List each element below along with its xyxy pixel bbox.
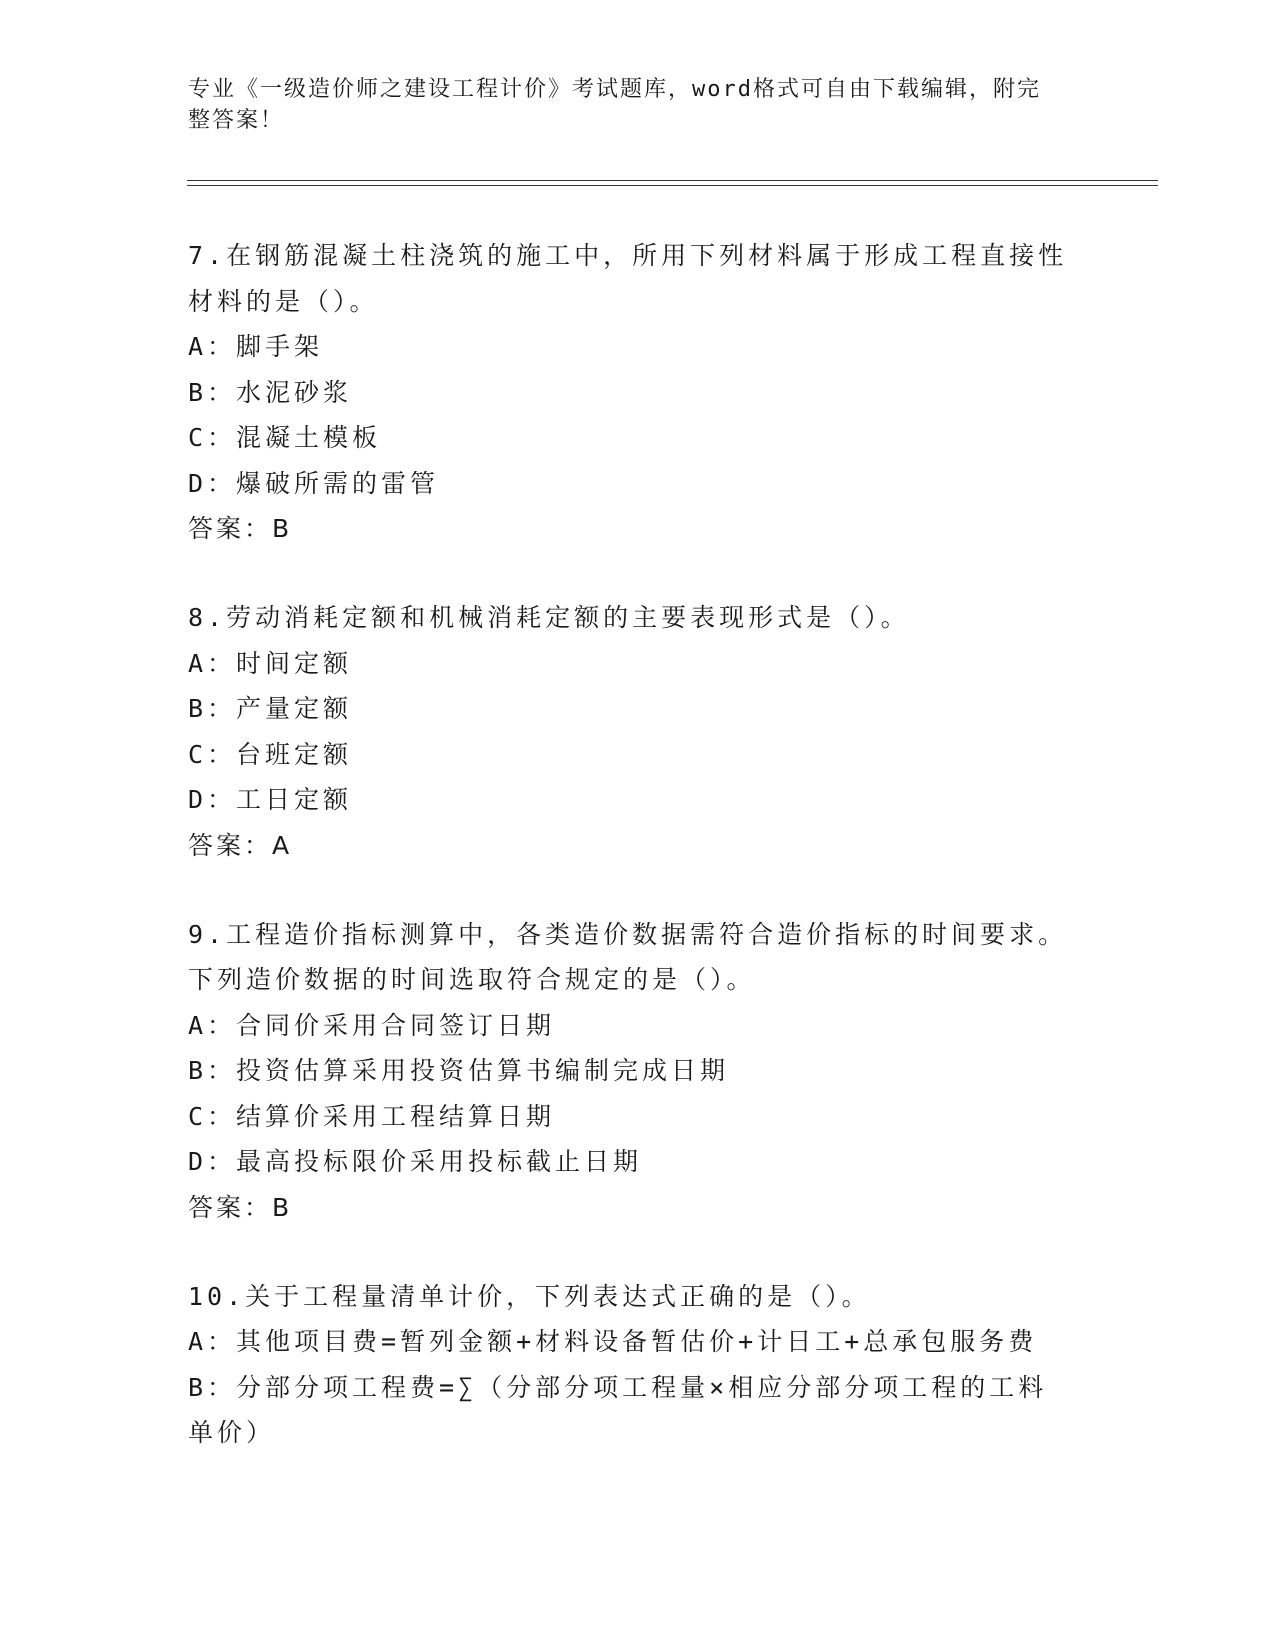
question-option: B：投资估算采用投资估算书编制完成日期 <box>188 1056 730 1085</box>
question-stem: 材料的是（）。 <box>188 286 379 316</box>
question-block <box>188 1274 1088 1456</box>
question-option: B：产量定额 <box>188 694 353 723</box>
question-option: C：台班定额 <box>188 739 353 769</box>
question-answer: 答案：A <box>188 830 293 860</box>
question-stem: 9.工程造价指标测算中，各类造价数据需符合造价指标的时间要求。 <box>188 919 1068 949</box>
question-option: A：时间定额 <box>188 648 353 678</box>
question-option: A：其他项目费=暂列金额+材料设备暂估价+计日工+总承包服务费 <box>188 1327 1038 1356</box>
question-option: D：最高投标限价采用投标截止日期 <box>188 1147 643 1176</box>
header-line-1: 专业《一级造价师之建设工程计价》考试题库，word格式可自由下载编辑，附完 <box>188 77 1041 102</box>
question-option: A：脚手架 <box>188 332 324 361</box>
question-option: A：合同价采用合同签订日期 <box>188 1010 556 1040</box>
question-option: C：混凝土模板 <box>188 423 382 452</box>
question-stem: 8.劳动消耗定额和机械消耗定额的主要表现形式是（）。 <box>188 603 910 632</box>
header-divider-bottom <box>187 185 1158 186</box>
question-answer: 答案：B <box>188 1192 293 1222</box>
question-option: D：爆破所需的雷管 <box>188 468 440 498</box>
question-block <box>188 233 1088 552</box>
question-list <box>188 233 1088 1499</box>
header-line-2: 整答案！ <box>188 108 285 133</box>
question-stem: 下列造价数据的时间选取符合规定的是（）。 <box>188 965 756 994</box>
question-answer: 答案：B <box>188 514 293 543</box>
question-stem: 10.关于工程量清单计价，下列表达式正确的是（）。 <box>188 1281 871 1311</box>
question-option: B：分部分项工程费=∑（分部分项工程量×相应分部分项工程的工料 <box>188 1372 1048 1402</box>
question-option: D：工日定额 <box>188 785 353 814</box>
question-option: 单价） <box>188 1418 276 1447</box>
header-divider-top <box>187 180 1158 181</box>
question-block <box>188 595 1088 869</box>
question-block <box>188 912 1088 1231</box>
question-stem: 7.在钢筋混凝土柱浇筑的施工中，所用下列材料属于形成工程直接性 <box>188 241 1068 270</box>
question-option: C：结算价采用工程结算日期 <box>188 1101 556 1131</box>
question-option: B：水泥砂浆 <box>188 377 353 407</box>
document-header <box>188 74 1068 136</box>
